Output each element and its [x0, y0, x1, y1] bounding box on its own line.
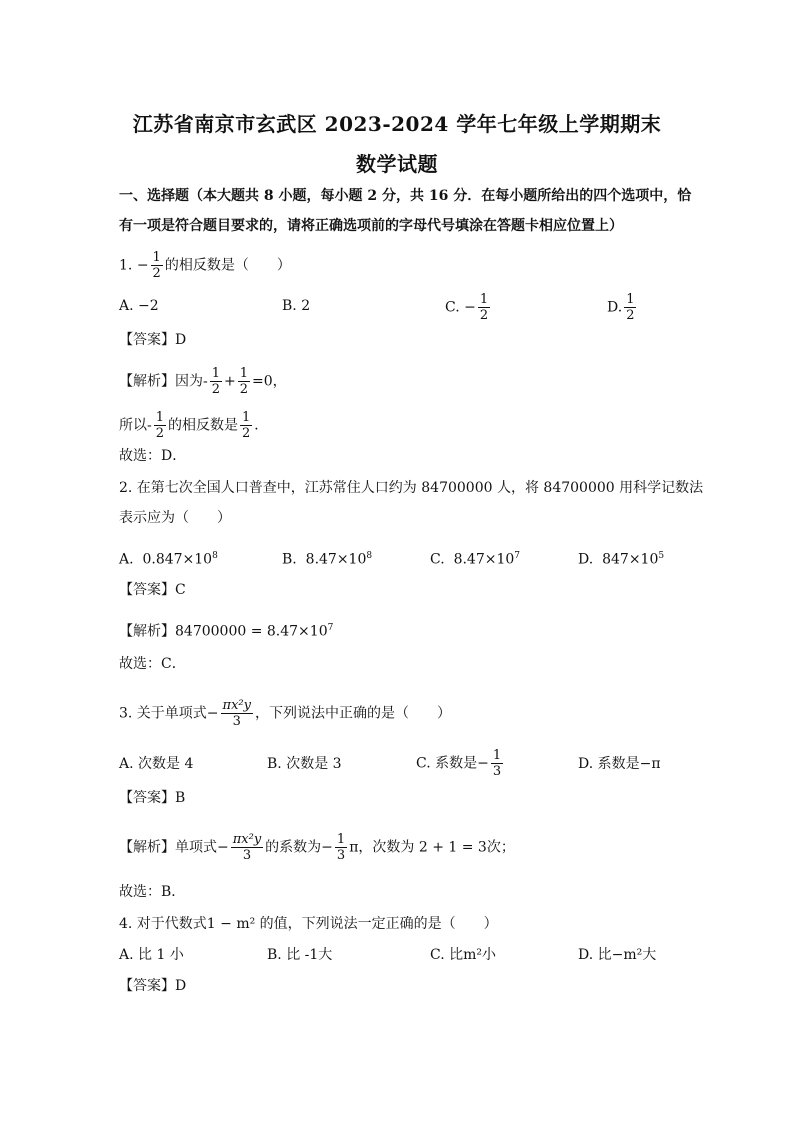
q1-fraction: $\frac{1}{2}$ [152, 250, 161, 281]
q2-option-b: B. $8.47\times 10^8$ [282, 551, 373, 568]
q1-option-a: A. −2 [119, 298, 159, 314]
document-title: 江苏省南京市玄武区 2023-2024 学年七年级上学期期末 [132, 112, 662, 136]
question-3-stem: 3. 关于单项式− $\frac{\text{πx²y}}{3}$ ，下列说法中正确的是（ ） [119, 698, 451, 729]
q2-answer: 【答案】C [119, 582, 186, 598]
q2-option-d: D. $847\times 10^5$ [578, 551, 665, 568]
q4-option-d: D. 比−m²大 [578, 947, 657, 963]
question-2-stem-line-2: 表示应为（ ） [119, 510, 231, 526]
q1-answer: 【答案】D [119, 332, 187, 348]
q3-explanation: 【解析】单项式− $\frac{\text{πx²y}}{3}$ 的系数为− $\frac{1}{3}$ π，次数为 2 + 1 = 3次； [119, 832, 515, 863]
q1-explanation-line-1: 【解析】因为- $\frac{1}{2}$ + $\frac{1}{2}$ =0， [119, 366, 287, 397]
q1-minus: − [136, 257, 149, 274]
q4-option-a: A. 比 1 小 [119, 947, 184, 963]
q2-choose: 故选：C． [119, 656, 186, 672]
q3-answer: 【答案】B [119, 790, 186, 806]
q2-option-a: A. $0.847\times 10^8$ [119, 551, 218, 568]
q3-choose: 故选：B． [119, 884, 186, 900]
q4-option-c: C. 比m²小 [430, 947, 497, 963]
q2-explanation: 【解析】$84700000 = 8.47\times 10^7$ [119, 623, 334, 640]
q3-option-c: C. 系数是− $\frac{1}{3}$ [416, 748, 502, 779]
q1-explanation-line-2: 所以- $\frac{1}{2}$ 的相反数是 $\frac{1}{2}$ ． [119, 410, 269, 441]
section-heading-line-2: 有一项是符合题目要求的，请将正确选项前的字母代号填涂在答题卡相应位置上） [119, 218, 623, 234]
q3-option-b: B. 次数是 3 [267, 756, 342, 772]
q3-option-a: A. 次数是 4 [119, 756, 194, 772]
question-4-stem: 4. 对于代数式1 − m² 的值，下列说法一定正确的是（ ） [119, 916, 498, 932]
q1-choose: 故选：D． [119, 448, 187, 464]
q1-number: 1. [119, 257, 133, 274]
q4-answer: 【答案】D [119, 978, 187, 994]
question-2-stem-line-1: 2. 在第七次全国人口普查中，江苏常住人口约为 84700000 人，将 84700000 用科学记数法 [119, 480, 704, 496]
q3-option-d: D. 系数是−π [578, 756, 661, 772]
q1-option-d: D. $\frac{1}{2}$ [607, 292, 635, 323]
q2-option-c: C. $8.47\times 10^7$ [430, 551, 521, 568]
section-heading-line-1: 一、选择题（本大题共 8 小题，每小题 2 分，共 16 分．在每小题所给出的四个选项中，恰 [119, 188, 692, 204]
document-subtitle: 数学试题 [356, 152, 438, 176]
q1-option-c: C. − $\frac{1}{2}$ [445, 292, 489, 323]
q1-option-b: B. 2 [282, 298, 311, 314]
q4-option-b: B. 比 -1大 [267, 947, 333, 963]
question-1-stem: 1. − $\frac{1}{2}$ 的相反数是（ ） [119, 250, 291, 281]
